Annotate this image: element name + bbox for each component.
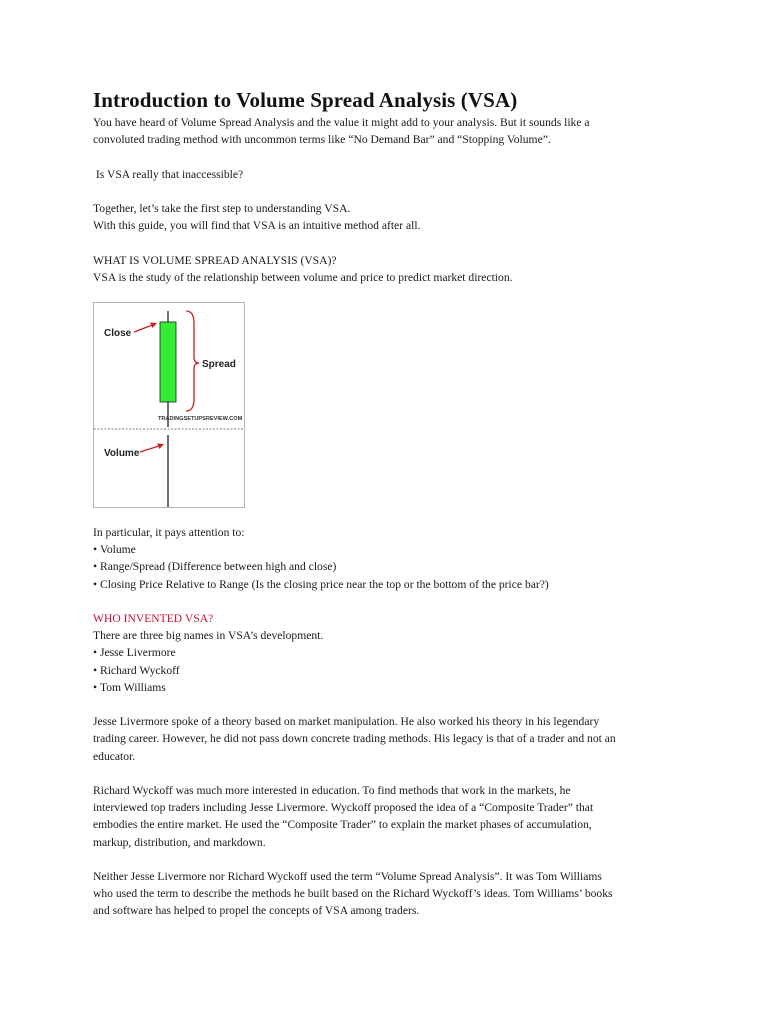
livermore-line-1: Jesse Livermore spoke of a theory based on market manipulation. He also worked his theory in his legendary xyxy=(93,715,600,729)
attention-list xyxy=(93,541,693,593)
list-item: • Range/Spread (Difference between high and close) xyxy=(93,558,693,575)
vsa-candle-figure xyxy=(93,302,245,508)
list-item: • Tom Williams xyxy=(93,679,693,696)
figure-label-volume: Volume xyxy=(104,447,140,459)
williams-line-3: and software has helped to propel the concepts of VSA among traders. xyxy=(93,904,420,918)
attention-intro: In particular, it pays attention to: xyxy=(93,525,245,539)
together-line-2: With this guide, you will find that VSA is an intuitive method after all. xyxy=(93,219,421,233)
list-item: • Jesse Livermore xyxy=(93,644,693,661)
section1-text: VSA is the study of the relationship between volume and price to predict market direction. xyxy=(93,270,513,284)
figure-label-spread: Spread xyxy=(202,358,236,370)
figure-watermark: TRADINGSETUPSREVIEW.COM xyxy=(158,415,243,422)
williams-line-2: who used the term to describe the methods he built based on the Richard Wyckoff’s ideas. Tom Williams’ books xyxy=(93,887,613,901)
section2-intro: There are three big names in VSA’s development. xyxy=(93,629,324,643)
spread-bracket xyxy=(186,311,199,411)
livermore-line-2: trading career. However, he did not pass down concrete trading methods. His legacy is that of a trader and not an xyxy=(93,732,616,746)
wyckoff-line-4: markup, distribution, and markdown. xyxy=(93,835,266,849)
intro-line-1: You have heard of Volume Spread Analysis and the value it might add to your analysis. But it sounds like a xyxy=(93,116,590,129)
figure-label-close: Close xyxy=(104,327,132,339)
vsa-diagram xyxy=(94,303,244,507)
question-line: Is VSA really that inaccessible? xyxy=(93,167,244,181)
candle-body xyxy=(160,322,176,402)
wyckoff-line-3: embodies the entire market. He used the “Composite Trader” to explain the market phases of accumulation, xyxy=(93,818,592,832)
livermore-line-3: educator. xyxy=(93,749,136,763)
together-line-1: Together, let’s take the first step to understanding VSA. xyxy=(93,201,351,215)
names-list xyxy=(93,644,693,696)
wyckoff-line-2: interviewed top traders including Jesse Livermore. Wyckoff proposed the idea of a “Composite Trader” that xyxy=(93,801,594,815)
williams-line-1: Neither Jesse Livermore nor Richard Wyckoff used the term “Volume Spread Analysis”. It was Tom Williams xyxy=(93,869,602,883)
list-item: • Richard Wyckoff xyxy=(93,662,693,679)
document-title: Introduction to Volume Spread Analysis (VSA) xyxy=(93,88,518,112)
section-heading-what-is-vsa: WHAT IS VOLUME SPREAD ANALYSIS (VSA)? xyxy=(93,253,337,267)
intro-line-2: convoluted trading method with uncommon terms like “No Demand Bar” and “Stopping Volume”. xyxy=(93,133,551,147)
list-item: • Volume xyxy=(93,541,693,558)
document-page xyxy=(93,86,693,920)
section-heading-who-invented: WHO INVENTED VSA? xyxy=(93,611,214,625)
list-item: • Closing Price Relative to Range (Is the closing price near the top or the bottom of the price bar?) xyxy=(93,576,693,593)
wyckoff-line-1: Richard Wyckoff was much more interested in education. To find methods that work in the markets, he xyxy=(93,783,571,797)
